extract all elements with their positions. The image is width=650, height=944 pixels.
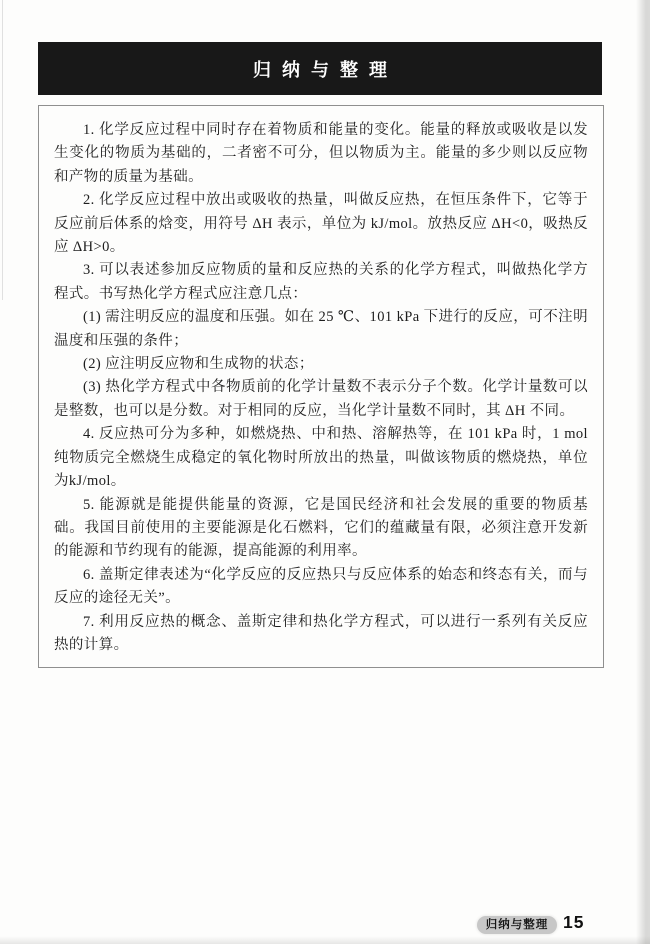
summary-paragraph-4: 4. 反应热可分为多种，如燃烧热、中和热、溶解热等，在 101 kPa 时，1 mol纯物质完全燃烧生成稳定的氧化物时所放出的热量，叫做该物质的燃烧热，单位为kJ/mol。 [54,426,588,490]
summary-paragraph-7: 7. 利用反应热的概念、盖斯定律和热化学方程式，可以进行一系列有关反应热的计算。 [54,613,588,653]
section-header-bar [38,42,602,95]
scan-edge-line-left [2,0,3,300]
scan-edge-shadow-right [636,0,650,944]
summary-subitem-1: (1) 需注明反应的温度和压强。如在 25 ℃、101 kPa 下进行的反应，可不注明温度和压强的条件； [54,309,588,349]
section-title: 归纳与整理 [253,59,398,80]
page-footer [0,912,650,938]
summary-paragraph-5: 5. 能源就是能提供能量的资源，它是国民经济和社会发展的重要的物质基础。我国目前使用的主要能源是化石燃料，它们的蕴藏量有限，必须注意开发新的能源和节约现有的能源，提高能源的利用率。 [54,496,588,560]
summary-paragraph-6: 6. 盖斯定律表述为“化学反应的反应热只与反应体系的始态和终态有关，而与反应的途径无关”。 [54,566,588,607]
summary-box [38,105,604,668]
section-label-pill: 归纳与整理 [477,916,557,934]
page-number: 15 [563,912,585,932]
summary-paragraph-3: 3. 可以表述参加反应物质的量和反应热的关系的化学方程式，叫做热化学方程式。书写热化学方程式应注意几点： [54,262,588,302]
summary-subitem-3: (3) 热化学方程式中各物质前的化学计量数不表示分子个数。化学计量数可以是整数，也可以是分数。对于相同的反应，当化学计量数不同时，其 ΔH 不同。 [54,379,588,419]
summary-paragraph-2: 2. 化学反应过程中放出或吸收的热量，叫做反应热，在恒压条件下，它等于反应前后体系的焓变，用符号 ΔH 表示，单位为 kJ/mol。放热反应 ΔH<0，吸热反应 ΔH>0。 [54,192,588,256]
summary-subitem-2: (2) 应注明反应物和生成物的状态； [83,356,314,373]
summary-paragraph-1: 1. 化学反应过程中同时存在着物质和能量的变化。能量的释放或吸收是以发生变化的物质为基础的，二者密不可分，但以物质为主。能量的多少则以反应物和产物的质量为基础。 [54,122,588,185]
